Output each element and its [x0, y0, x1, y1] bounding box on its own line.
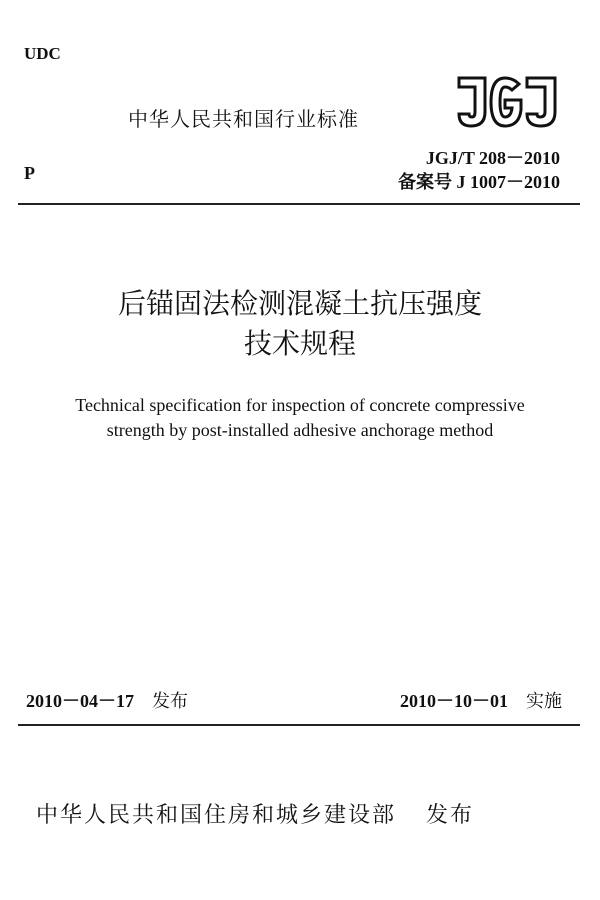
chinese-title-line2: 技术规程: [243, 327, 356, 360]
issue-label: 发布: [152, 691, 188, 712]
top-divider: [18, 203, 580, 205]
chinese-title: [0, 284, 600, 364]
implement-date-block: [400, 687, 562, 713]
standard-code-block: [398, 146, 560, 194]
issue-date-block: [26, 687, 188, 713]
english-title: [0, 393, 600, 443]
bottom-divider: [18, 724, 580, 726]
classification-label: P: [24, 163, 35, 183]
issue-date: 2010－04－17: [26, 691, 134, 711]
implement-date: 2010－10－01: [400, 691, 508, 711]
standard-number: JGJ/T 208－2010: [425, 148, 560, 168]
publisher-action: 发布: [426, 803, 475, 828]
english-title-line2: strength by post-installed adhesive anchorage method: [106, 420, 494, 440]
implement-label: 实施: [526, 691, 562, 712]
publisher-block: [36, 798, 474, 829]
record-number: 备案号 J 1007－2010: [398, 172, 560, 192]
standard-category: 中华人民共和国行业标准: [128, 107, 359, 131]
udc-label: UDC: [24, 44, 61, 63]
publisher-name: 中华人民共和国住房和城乡建设部: [36, 803, 397, 828]
jgj-logo: [455, 70, 561, 132]
logo-text: JGJ: [455, 70, 457, 71]
english-title-line1: Technical specification for inspection of concrete compressive: [75, 395, 525, 415]
chinese-title-line1: 后锚固法检测混凝土抗压强度: [117, 287, 482, 320]
